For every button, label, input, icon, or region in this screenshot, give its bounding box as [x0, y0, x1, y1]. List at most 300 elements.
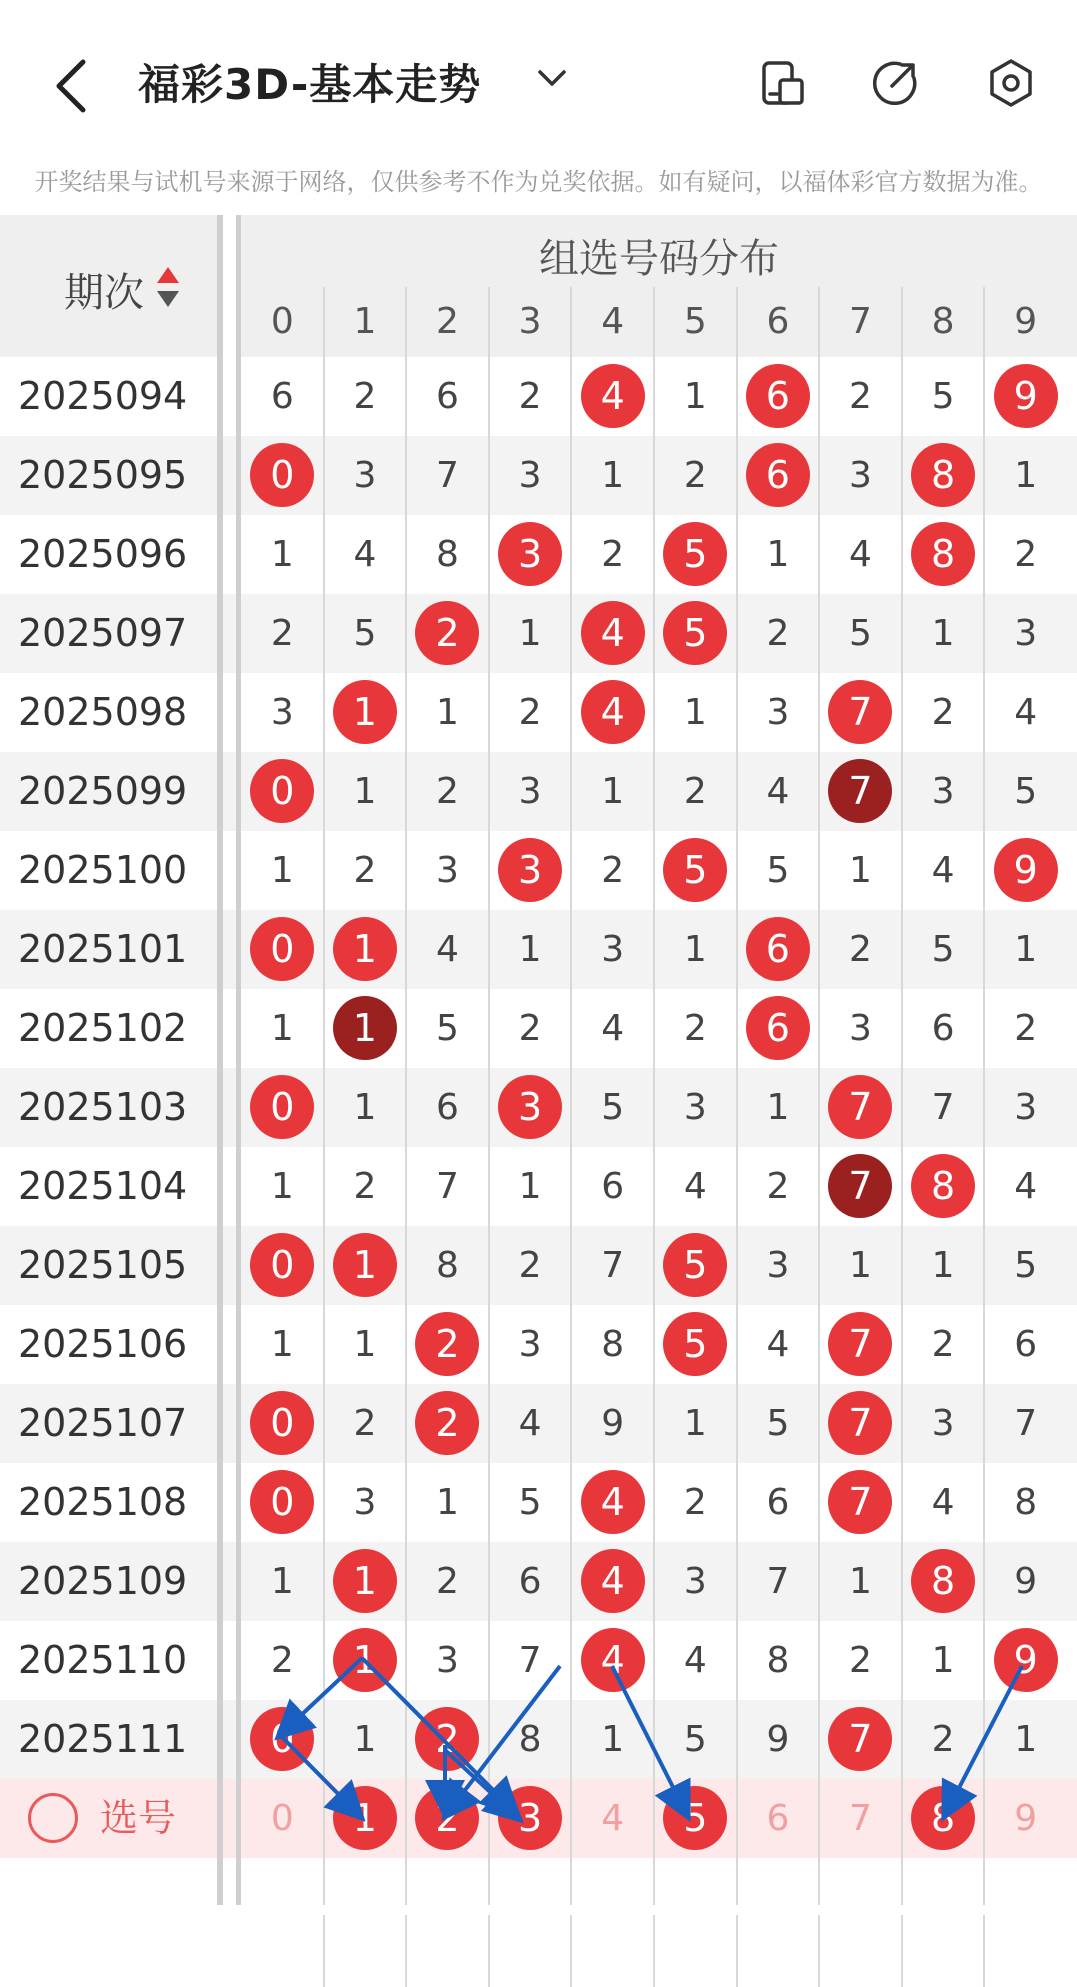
- cell-digit-2: 1: [436, 692, 459, 733]
- table-row: [0, 1147, 1077, 1226]
- settings-icon[interactable]: [986, 58, 1036, 108]
- cell-digit-8: [902, 436, 985, 515]
- select-number-row: [0, 1779, 1077, 1858]
- hit-ball[interactable]: 8: [911, 1786, 975, 1850]
- cell-digit-4: 8: [601, 1324, 625, 1365]
- cell-digit-4: 4: [601, 1008, 625, 1049]
- cell-digit-0: 2: [270, 613, 294, 654]
- hit-ball: 6: [746, 996, 810, 1060]
- cell-digit-3[interactable]: [489, 1779, 572, 1858]
- cell-digit-2: [406, 1384, 489, 1463]
- grid-line: [901, 287, 903, 1987]
- digit-header-9: 9: [1014, 301, 1038, 342]
- cell-digit-8: 4: [931, 1482, 955, 1523]
- table-row: [0, 752, 1077, 831]
- cell-digit-6: [737, 910, 820, 989]
- period-number: 2025096: [18, 532, 188, 576]
- cell-digit-7: 2: [849, 929, 872, 970]
- hit-ball: 8: [911, 1154, 975, 1218]
- hit-ball: 6: [746, 917, 810, 981]
- hit-ball: 4: [581, 1628, 645, 1692]
- cell-digit-8: 2: [931, 1719, 955, 1760]
- cell-digit-4: 9: [601, 1403, 625, 1444]
- cell-digit-1: [324, 989, 407, 1068]
- cell-digit-3: [489, 831, 572, 910]
- cell-digit-7: [819, 1068, 902, 1147]
- cell-digit-1: 3: [353, 455, 377, 496]
- cell-digit-2: 6: [436, 1087, 459, 1128]
- period-number: 2025100: [18, 848, 188, 892]
- back-arrow-icon[interactable]: [45, 50, 105, 120]
- cell-digit-1: 1: [353, 1719, 377, 1760]
- cell-digit-2: 2: [436, 771, 459, 812]
- cell-digit-3: 7: [518, 1640, 542, 1681]
- hit-ball[interactable]: 5: [663, 1786, 727, 1850]
- cell-digit-5: [654, 1226, 737, 1305]
- cell-digit-4: 1: [601, 1719, 625, 1760]
- cell-digit-9: 5: [1014, 1245, 1038, 1286]
- table-row: [0, 1068, 1077, 1147]
- cell-digit-9[interactable]: 9: [1014, 1798, 1038, 1839]
- cell-digit-8: 5: [931, 376, 955, 417]
- cell-digit-5: [654, 831, 737, 910]
- cell-digit-5: [654, 515, 737, 594]
- hit-ball: 2: [415, 601, 479, 665]
- cell-digit-5: [654, 1305, 737, 1384]
- cell-digit-5: 3: [683, 1561, 707, 1602]
- hit-ball: 6: [746, 364, 810, 428]
- cell-digit-6: [737, 989, 820, 1068]
- cell-digit-0: 1: [270, 534, 294, 575]
- hit-ball: 9: [994, 364, 1058, 428]
- cell-digit-2: 3: [436, 1640, 459, 1681]
- cell-digit-4: 1: [601, 771, 625, 812]
- cell-digit-2: 8: [436, 534, 459, 575]
- cell-digit-5: [654, 594, 737, 673]
- cell-digit-8: 1: [931, 613, 955, 654]
- grid-line: [983, 287, 985, 1987]
- hit-ball: 2: [415, 1391, 479, 1455]
- trend-table: [0, 215, 1077, 1915]
- cell-digit-1: 3: [353, 1482, 377, 1523]
- cell-digit-1: 2: [353, 850, 377, 891]
- cell-digit-1: 1: [353, 771, 377, 812]
- digit-header-7: 7: [849, 301, 872, 342]
- cell-digit-8: 5: [931, 929, 955, 970]
- cell-digit-4[interactable]: 4: [601, 1798, 625, 1839]
- cell-digit-5: 4: [683, 1640, 707, 1681]
- cell-digit-9: 8: [1014, 1482, 1038, 1523]
- cell-digit-0: 6: [270, 376, 294, 417]
- cell-digit-4: 3: [601, 929, 625, 970]
- column-divider: [236, 215, 241, 1915]
- chevron-down-icon[interactable]: [532, 58, 572, 98]
- cell-digit-7: [819, 1384, 902, 1463]
- cell-digit-2: 2: [436, 1561, 459, 1602]
- cell-digit-1: 2: [353, 1403, 377, 1444]
- cell-digit-7: [819, 1305, 902, 1384]
- cell-digit-7: 2: [849, 1640, 872, 1681]
- cell-digit-9: 2: [1014, 1008, 1038, 1049]
- cell-digit-5: 1: [683, 376, 707, 417]
- cell-digit-7: [819, 752, 902, 831]
- hit-ball: 7: [828, 1154, 892, 1218]
- app-header: [0, 0, 1077, 196]
- cell-digit-6: 1: [766, 1087, 790, 1128]
- cell-digit-1[interactable]: [324, 1779, 407, 1858]
- page-title[interactable]: 福彩3D-基本走势: [138, 60, 482, 109]
- grid-line: [405, 287, 407, 1987]
- digit-header-8: 8: [931, 301, 955, 342]
- cell-digit-0: 1: [270, 1166, 294, 1207]
- cell-digit-1: [324, 910, 407, 989]
- table-row: [0, 1305, 1077, 1384]
- cell-digit-9: 1: [1014, 929, 1038, 970]
- cell-digit-5: 5: [683, 1719, 707, 1760]
- cell-digit-2: 1: [436, 1482, 459, 1523]
- cell-digit-6: 4: [766, 1324, 790, 1365]
- cell-digit-6: 3: [766, 1245, 790, 1286]
- period-header-label: 期次: [64, 270, 144, 316]
- cell-digit-9: 3: [1014, 613, 1038, 654]
- hit-ball: 5: [663, 601, 727, 665]
- cell-digit-9: 4: [1014, 1166, 1038, 1207]
- cell-digit-7: 3: [849, 455, 872, 496]
- share-icon[interactable]: [870, 58, 920, 108]
- hit-ball: 9: [994, 838, 1058, 902]
- hit-ball: 9: [994, 1628, 1058, 1692]
- cell-digit-8: 7: [931, 1087, 955, 1128]
- hit-ball: 0: [250, 1707, 314, 1771]
- grid-line: [736, 287, 738, 1987]
- period-number: 2025095: [18, 453, 188, 497]
- cell-digit-6: 5: [766, 1403, 790, 1444]
- digit-header-2: 2: [436, 301, 459, 342]
- cell-digit-1: [324, 1621, 407, 1700]
- period-number: 2025108: [18, 1480, 188, 1524]
- cell-digit-3: 3: [518, 455, 542, 496]
- cell-digit-8: 3: [931, 771, 955, 812]
- cell-digit-2: [406, 1700, 489, 1779]
- cell-digit-1: 1: [353, 1324, 377, 1365]
- cell-digit-2: 3: [436, 850, 459, 891]
- cell-digit-0: [241, 436, 324, 515]
- cell-digit-2: [406, 594, 489, 673]
- cell-digit-0: [241, 1384, 324, 1463]
- cell-digit-2: 4: [436, 929, 459, 970]
- cell-digit-0: [241, 1226, 324, 1305]
- cell-digit-6: 8: [766, 1640, 790, 1681]
- cell-digit-0: 1: [270, 1561, 294, 1602]
- cell-digit-9: 7: [1014, 1403, 1038, 1444]
- cell-digit-8: [902, 1542, 985, 1621]
- table-row: [0, 1384, 1077, 1463]
- cell-digit-9: [984, 357, 1067, 436]
- cell-digit-5: 2: [683, 771, 707, 812]
- cell-digit-7: 4: [849, 534, 872, 575]
- grid-line: [653, 287, 655, 1987]
- device-switch-icon[interactable]: [758, 58, 808, 108]
- cell-digit-9: 1: [1014, 1719, 1038, 1760]
- cell-digit-0: 1: [270, 850, 294, 891]
- cell-digit-3: 3: [518, 1324, 542, 1365]
- hit-ball: 3: [498, 1075, 562, 1139]
- table-row: [0, 515, 1077, 594]
- cell-digit-3: 1: [518, 1166, 542, 1207]
- cell-digit-8[interactable]: [902, 1779, 985, 1858]
- hit-ball: 0: [250, 917, 314, 981]
- cell-digit-4: [571, 357, 654, 436]
- hit-ball: 7: [828, 759, 892, 823]
- cell-digit-6: 3: [766, 692, 790, 733]
- hit-ball: 7: [828, 680, 892, 744]
- period-column-header[interactable]: [0, 215, 217, 357]
- cell-digit-0: [241, 752, 324, 831]
- cell-digit-1: 4: [353, 534, 377, 575]
- hit-ball: 5: [663, 522, 727, 586]
- cell-digit-4: [571, 1463, 654, 1542]
- cell-digit-7: 2: [849, 376, 872, 417]
- hit-ball: 8: [911, 522, 975, 586]
- cell-digit-4: [571, 1542, 654, 1621]
- hit-ball[interactable]: 1: [333, 1786, 397, 1850]
- period-number: 2025107: [18, 1401, 188, 1445]
- cell-digit-2: 8: [436, 1245, 459, 1286]
- cell-digit-3: [489, 515, 572, 594]
- hit-ball: 4: [581, 364, 645, 428]
- cell-digit-3: 8: [518, 1719, 542, 1760]
- cell-digit-0: 2: [270, 1640, 294, 1681]
- hit-ball: 0: [250, 1233, 314, 1297]
- table-row: [0, 831, 1077, 910]
- cell-digit-8: 1: [931, 1245, 955, 1286]
- period-number: 2025105: [18, 1243, 188, 1287]
- cell-digit-3: 2: [518, 692, 542, 733]
- cell-digit-2: [406, 1305, 489, 1384]
- cell-digit-4: [571, 1621, 654, 1700]
- cell-digit-9: 4: [1014, 692, 1038, 733]
- cell-digit-9: 3: [1014, 1087, 1038, 1128]
- cell-digit-9: [984, 831, 1067, 910]
- disclaimer-notice: 开奖结果与试机号来源于网络，仅供参考不作为兑奖依据。如有疑问，以福体彩官方数据为准。: [34, 168, 1043, 196]
- cell-digit-4: [571, 673, 654, 752]
- cell-digit-5: 1: [683, 692, 707, 733]
- digit-header-1: 1: [353, 301, 377, 342]
- hit-ball: 4: [581, 680, 645, 744]
- cell-digit-5: 3: [683, 1087, 707, 1128]
- hit-ball: 6: [746, 443, 810, 507]
- table-row: [0, 989, 1077, 1068]
- cell-digit-4: 1: [601, 455, 625, 496]
- hit-ball: 1: [333, 1233, 397, 1297]
- table-row: [0, 436, 1077, 515]
- cell-digit-0: 3: [270, 692, 294, 733]
- hit-ball: 4: [581, 1470, 645, 1534]
- cell-digit-6: 9: [766, 1719, 790, 1760]
- cell-digit-9: 2: [1014, 534, 1038, 575]
- cell-digit-3: 6: [518, 1561, 542, 1602]
- table-row: [0, 1463, 1077, 1542]
- period-number: 2025101: [18, 927, 188, 971]
- cell-digit-3: 4: [518, 1403, 542, 1444]
- cell-digit-3: 1: [518, 613, 542, 654]
- cell-digit-7: 1: [849, 1561, 872, 1602]
- hit-ball: 7: [828, 1470, 892, 1534]
- grid-line: [818, 287, 820, 1987]
- cell-digit-1: [324, 1226, 407, 1305]
- cell-digit-8: 2: [931, 692, 955, 733]
- hit-ball[interactable]: 3: [498, 1786, 562, 1850]
- hit-ball: 8: [911, 1549, 975, 1613]
- cell-digit-6: 2: [766, 613, 790, 654]
- period-number: 2025097: [18, 611, 188, 655]
- cell-digit-1: 1: [353, 1087, 377, 1128]
- table-row: [0, 594, 1077, 673]
- cell-digit-8: [902, 515, 985, 594]
- hit-ball: 5: [663, 1312, 727, 1376]
- cell-digit-2: 7: [436, 1166, 459, 1207]
- cell-digit-6: 4: [766, 771, 790, 812]
- period-number: 2025103: [18, 1085, 188, 1129]
- cell-digit-0: [241, 1463, 324, 1542]
- hit-ball: 7: [828, 1312, 892, 1376]
- cell-digit-9: 1: [1014, 455, 1038, 496]
- hit-ball: 2: [415, 1312, 479, 1376]
- cell-digit-7: 1: [849, 850, 872, 891]
- cell-digit-5: 2: [683, 455, 707, 496]
- cell-digit-8: 1: [931, 1640, 955, 1681]
- digit-header-row: [241, 287, 1077, 357]
- cell-digit-4: [571, 594, 654, 673]
- cell-digit-7: 3: [849, 1008, 872, 1049]
- cell-digit-3: [489, 1068, 572, 1147]
- grid-line: [570, 287, 572, 1987]
- hit-ball: 4: [581, 1549, 645, 1613]
- digit-header-3: 3: [518, 301, 542, 342]
- cell-digit-5: 1: [683, 1403, 707, 1444]
- cell-digit-4: 6: [601, 1166, 625, 1207]
- cell-digit-5[interactable]: [654, 1779, 737, 1858]
- cell-digit-8: 4: [931, 850, 955, 891]
- cell-digit-7: 5: [849, 613, 872, 654]
- cell-digit-8: 6: [931, 1008, 955, 1049]
- cell-digit-6[interactable]: 6: [766, 1798, 790, 1839]
- period-number: 2025102: [18, 1006, 188, 1050]
- sort-icon[interactable]: [154, 265, 182, 309]
- cell-digit-0: [241, 910, 324, 989]
- hit-ball: 0: [250, 759, 314, 823]
- cell-digit-8: 3: [931, 1403, 955, 1444]
- table-row: [0, 910, 1077, 989]
- cell-digit-9: 9: [1014, 1561, 1038, 1602]
- cell-digit-6: 1: [766, 534, 790, 575]
- cell-digit-6: [737, 357, 820, 436]
- period-number: 2025104: [18, 1164, 188, 1208]
- grid-line: [323, 287, 325, 1987]
- group-header-label: 组选号码分布: [539, 236, 779, 282]
- table-row: [0, 357, 1077, 436]
- cell-digit-9: 5: [1014, 771, 1038, 812]
- cell-digit-1: 2: [353, 1166, 377, 1207]
- cell-digit-1: [324, 1542, 407, 1621]
- hit-ball: 1: [333, 1549, 397, 1613]
- cell-digit-8: [902, 1147, 985, 1226]
- hit-ball: 5: [663, 838, 727, 902]
- period-number: 2025099: [18, 769, 188, 813]
- cell-digit-6: 2: [766, 1166, 790, 1207]
- cell-digit-0: 1: [270, 1324, 294, 1365]
- digit-header-0: 0: [270, 301, 294, 342]
- cell-digit-4: 5: [601, 1087, 625, 1128]
- cell-digit-4: 2: [601, 534, 625, 575]
- cell-digit-4: 7: [601, 1245, 625, 1286]
- cell-digit-0[interactable]: 0: [270, 1798, 294, 1839]
- table-row: [0, 1621, 1077, 1700]
- hit-ball: 3: [498, 522, 562, 586]
- cell-digit-8: 2: [931, 1324, 955, 1365]
- cell-digit-6: 6: [766, 1482, 790, 1523]
- cell-digit-6: 7: [766, 1561, 790, 1602]
- cell-digit-2[interactable]: [406, 1779, 489, 1858]
- cell-digit-9: [984, 1621, 1067, 1700]
- hit-ball: 1: [333, 680, 397, 744]
- table-row: [0, 673, 1077, 752]
- digit-header-6: 6: [766, 301, 790, 342]
- hit-ball: 1: [333, 917, 397, 981]
- cell-digit-6: [737, 436, 820, 515]
- hit-ball: 0: [250, 443, 314, 507]
- period-number: 2025098: [18, 690, 188, 734]
- hit-ball: 3: [498, 838, 562, 902]
- group-distribution-header: [241, 215, 1077, 289]
- table-row: [0, 1226, 1077, 1305]
- cell-digit-1: 5: [353, 613, 377, 654]
- hit-ball: 5: [663, 1233, 727, 1297]
- digit-header-5: 5: [683, 301, 707, 342]
- hit-ball: 7: [828, 1391, 892, 1455]
- cell-digit-0: [241, 1068, 324, 1147]
- cell-digit-4: 2: [601, 850, 625, 891]
- cell-digit-2: 5: [436, 1008, 459, 1049]
- cell-digit-5: 4: [683, 1166, 707, 1207]
- hit-ball: 7: [828, 1075, 892, 1139]
- hit-ball: 0: [250, 1470, 314, 1534]
- cell-digit-7: [819, 673, 902, 752]
- select-radio-button[interactable]: [28, 1793, 78, 1843]
- cell-digit-1: 2: [353, 376, 377, 417]
- cell-digit-0: 1: [270, 1008, 294, 1049]
- period-number: 2025110: [18, 1638, 188, 1682]
- hit-ball: 7: [828, 1707, 892, 1771]
- cell-digit-3: 2: [518, 376, 542, 417]
- cell-digit-7[interactable]: 7: [849, 1798, 872, 1839]
- cell-digit-7: [819, 1147, 902, 1226]
- cell-digit-5: 1: [683, 929, 707, 970]
- hit-ball: 2: [415, 1707, 479, 1771]
- period-number: 2025094: [18, 374, 188, 418]
- cell-digit-1: [324, 673, 407, 752]
- digit-header-4: 4: [601, 301, 625, 342]
- cell-digit-3: 2: [518, 1008, 542, 1049]
- period-number: 2025106: [18, 1322, 188, 1366]
- cell-digit-7: 1: [849, 1245, 872, 1286]
- hit-ball[interactable]: 2: [415, 1786, 479, 1850]
- hit-ball: 4: [581, 601, 645, 665]
- cell-digit-3: 5: [518, 1482, 542, 1523]
- table-row: [0, 1542, 1077, 1621]
- cell-digit-7: [819, 1700, 902, 1779]
- column-divider: [217, 215, 223, 1915]
